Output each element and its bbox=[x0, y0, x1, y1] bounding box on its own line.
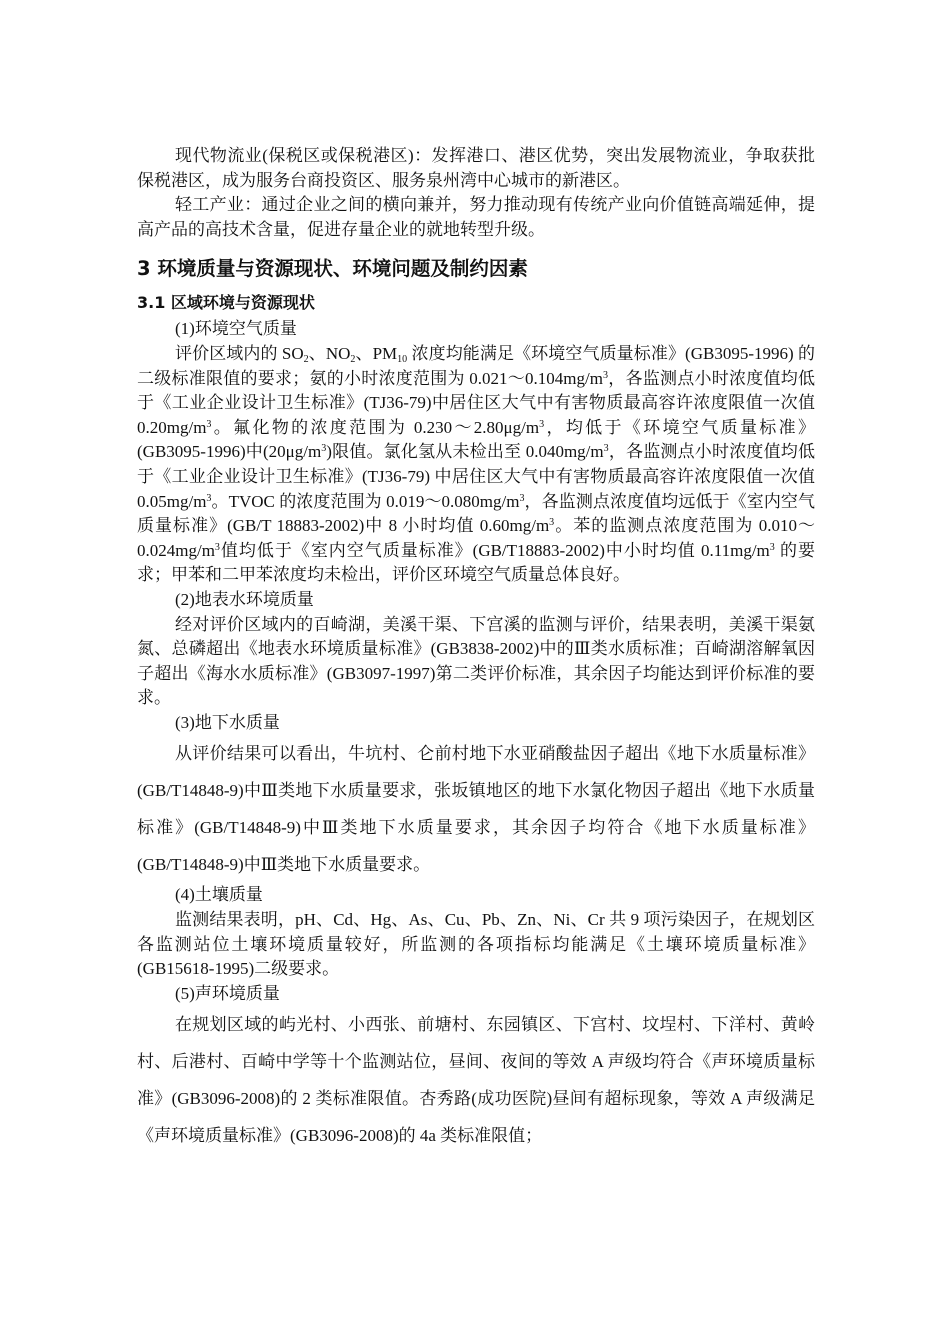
paragraph-noise: 在规划区域的屿光村、小西张、前塘村、东园镇区、下宫村、坟埕村、下洋村、黄岭村、后港村、百崎中学等十个监测站位，昼间、夜间的等效 A 声级均符合《声环境质量标准》(GB3096-2008)的 2 类标准限值。杏秀路(成功医院)昼间有超标现象，等效 A 声级满足《声环境质量标准》(GB3096-2008)的 4a 类标准限值； bbox=[137, 1015, 815, 1146]
subsection-title-groundwater: (3)地下水质量 bbox=[175, 712, 280, 732]
paragraph-light-industry: 轻工产业：通过企业之间的横向兼并，努力推动现有传统产业向价值链高端延伸，提高产品的高技术含量，促进存量企业的就地转型升级。 bbox=[137, 195, 815, 239]
paragraph-air-quality: 评价区域内的 $SO_2$、$NO_2$、$PM_{10}$ 浓度均能满足《环境空气质量标准》(GB3095-1996) 的二级标准限值的要求；氨的小时浓度范围为 $0.021\sim 0.104mg/m^3$，各监测点小时浓度值均低于《工业企业设计卫生标准》(TJ36-79)中居住区大气中有害物质最高容许浓度限值一次值 $0.20mg/m^3$。氟化物的浓度范围为 $0.230\sim 2.80\mu g/m^3$，均低于《环境空气质量标准》(GB3095-1996)中$(20\mu g/m^3)$限值。氯化氢从未检出至 $0.040mg/m^3$，各监测点小时浓度值均低于《工业企业设计卫生标准》(TJ36-79) 中居住区大气中有害物质最高容许浓度限值一次值 $0.05mg/m^3$。TVOC 的浓度范围为 $0.019\sim 0.080mg/m^3$，各监测点浓度值均远低于《室内空气质量标准》(GB/T 18883-2002)中 8 小时均值 $0.60mg/m^3$。苯的监测点浓度范围为 $0.010\sim 0.024mg/m^3$值均低于《室内空气质量标准》(GB/T18883-2002)中小时均值 $0.11mg/m^3$ 的要求；甲苯和二甲苯浓度均未检出，评价区环境空气质量总体良好。 bbox=[137, 343, 816, 585]
document-page bbox=[137, 144, 815, 1154]
subsection-title-noise: (5)声环境质量 bbox=[175, 983, 280, 1003]
paragraph-groundwater: 从评价结果可以看出，牛坑村、仑前村地下水亚硝酸盐因子超出《地下水质量标准》(GB/T14848-9)中Ⅲ类地下水质量要求，张坂镇地区的地下水氯化物因子超出《地下水质量标准》(GB/T14848-9)中Ⅲ类地下水质量要求，其余因子均符合《地下水质量标准》(GB/T14848-9)中Ⅲ类地下水质量要求。 bbox=[137, 744, 815, 875]
subsection-title-surface-water: (2)地表水环境质量 bbox=[175, 589, 314, 609]
paragraph-logistics: 现代物流业(保税区或保税港区)：发挥港口、港区优势，突出发展物流业，争取获批保税港区，成为服务台商投资区、服务泉州湾中心城市的新港区。 bbox=[137, 146, 815, 190]
paragraph-surface-water: 经对评价区域内的百崎湖，美溪干渠、下宫溪的监测与评价，结果表明，美溪干渠氨氮、总磷超出《地表水环境质量标准》(GB3838-2002)中的Ⅲ类水质标准；百崎湖溶解氧因子超出《海水水质标准》(GB3097-1997)第二类评价标准，其余因子均能达到评价标准的要求。 bbox=[137, 614, 815, 708]
paragraph-soil: 监测结果表明，pH、Cd、Hg、As、Cu、Pb、Zn、Ni、Cr 共 9 项污染因子，在规划区各监测站位土壤环境质量较好，所监测的各项指标均能满足《土壤环境质量标准》(GB15618-1995)二级要求。 bbox=[137, 910, 815, 979]
subsection-title-air: (1)环境空气质量 bbox=[175, 319, 297, 339]
section-heading-3-1: 3.1 区域环境与资源现状 bbox=[137, 293, 315, 313]
section-heading-3: 3 环境质量与资源现状、环境问题及制约因素 bbox=[137, 257, 528, 281]
subsection-title-soil: (4)土壤质量 bbox=[175, 885, 263, 905]
